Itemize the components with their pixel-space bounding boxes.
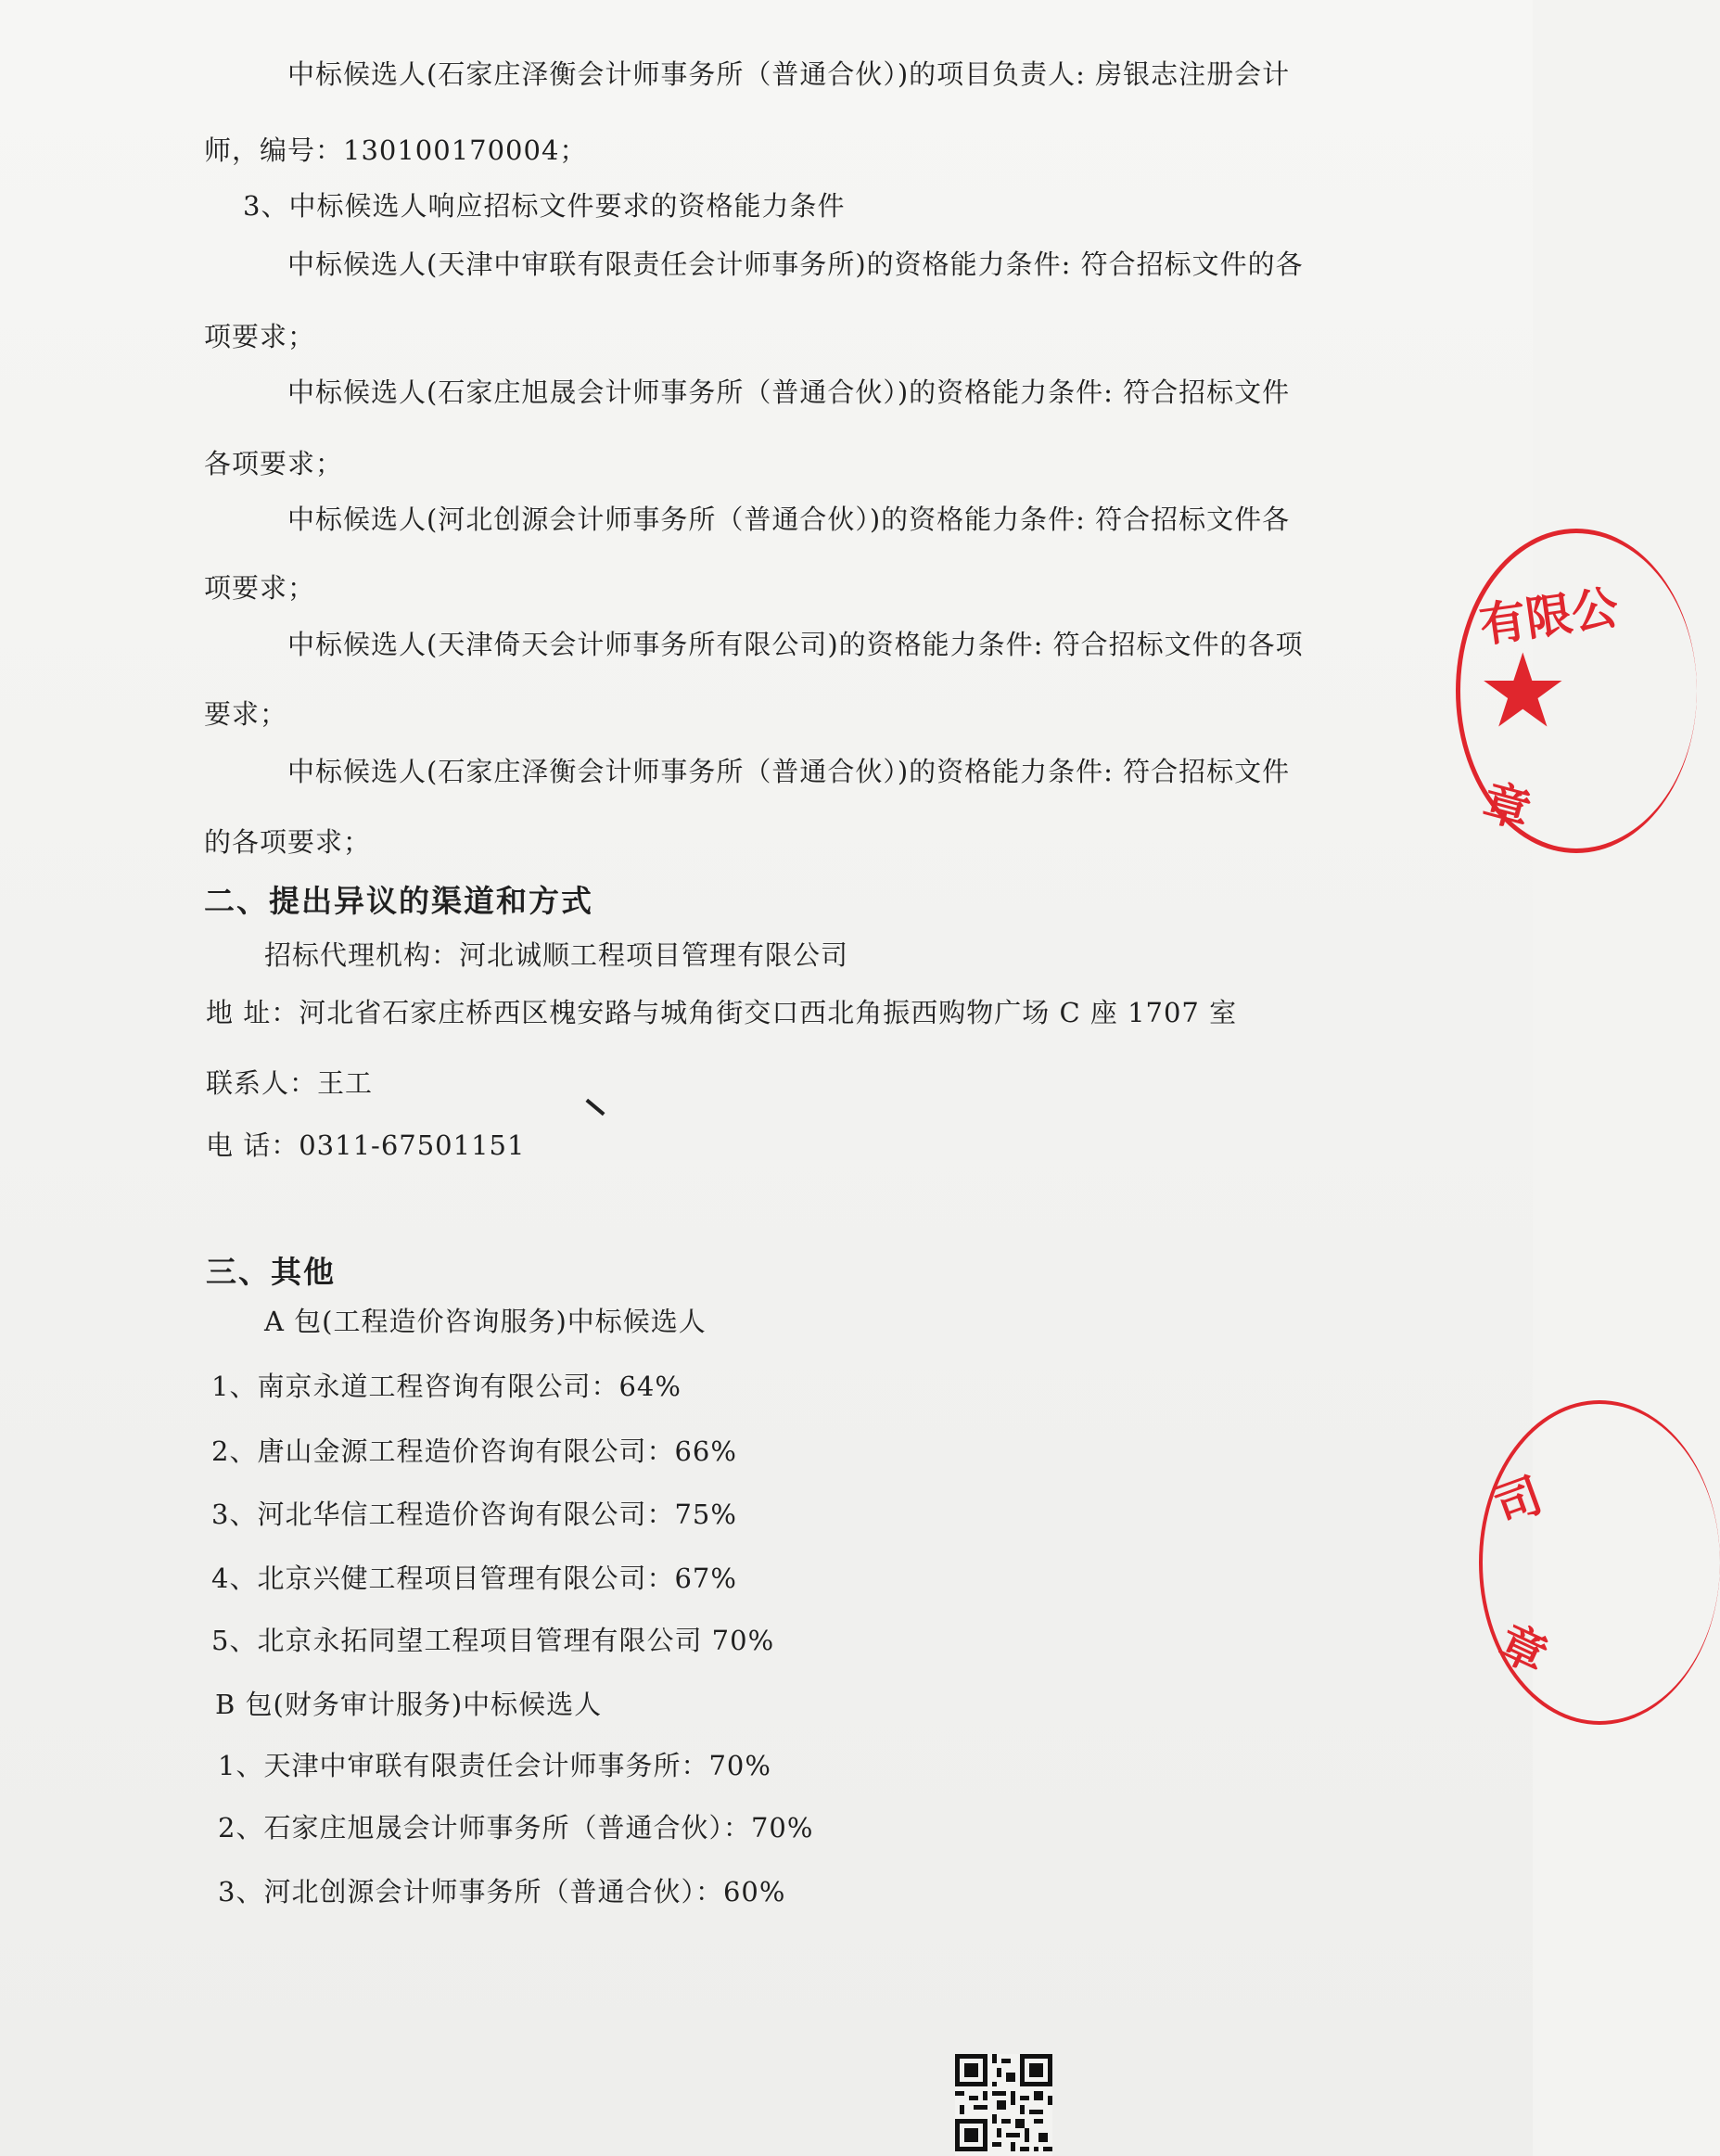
p1-line1: 中标候选人(石家庄泽衡会计师事务所（普通合伙）)的项目负责人: 房银志注册会计: [287, 58, 1291, 90]
qualification-2-line2: 各项要求；: [204, 448, 344, 479]
qualification-1-line2: 项要求；: [204, 321, 316, 352]
company-seal-top: [1456, 529, 1697, 853]
package-a-item: 5、北京永拓同望工程项目管理有限公司 70%: [211, 1625, 775, 1656]
phone-line: 电 话：0311-67501151: [206, 1129, 526, 1161]
stray-mark: [586, 1099, 605, 1116]
package-b-item: 2、石家庄旭晟会计师事务所（普通合伙）：70%: [218, 1812, 814, 1843]
section-3-heading: 三、其他: [206, 1254, 336, 1290]
seal-text: 司: [1486, 1467, 1549, 1535]
package-a-item: 1、南京永道工程咨询有限公司：64%: [211, 1371, 682, 1402]
seal-text: 章: [1490, 1614, 1556, 1684]
company-seal-bottom: [1479, 1400, 1720, 1725]
qualification-5-line2: 的各项要求；: [204, 826, 372, 858]
package-b-title: B 包(财务审计服务)中标候选人: [215, 1689, 603, 1720]
qualification-3-line1: 中标候选人(河北创源会计师事务所（普通合伙）)的资格能力条件: 符合招标文件各: [287, 504, 1291, 535]
qualification-2-line1: 中标候选人(石家庄旭晟会计师事务所（普通合伙）)的资格能力条件: 符合招标文件: [287, 376, 1291, 408]
contact-line: 联系人：王工: [206, 1067, 374, 1099]
package-a-title: A 包(工程造价咨询服务)中标候选人: [264, 1306, 707, 1337]
agency-line: 招标代理机构：河北诚顺工程项目管理有限公司: [264, 939, 849, 971]
item-3: 3、中标候选人响应招标文件要求的资格能力条件: [243, 190, 846, 222]
p1-line2: 师，编号：130100170004；: [204, 134, 588, 166]
seal-text: 章: [1477, 774, 1536, 839]
qualification-4-line1: 中标候选人(天津倚天会计师事务所有限公司)的资格能力条件: 符合招标文件的各项: [287, 629, 1304, 660]
package-a-item: 3、河北华信工程造价咨询有限公司：75%: [211, 1499, 737, 1530]
qualification-1-line1: 中标候选人(天津中审联有限责任会计师事务所)的资格能力条件: 符合招标文件的各: [287, 249, 1304, 280]
qualification-4-line2: 要求；: [204, 698, 288, 730]
qr-code-icon: [955, 2054, 1052, 2156]
qualification-5-line1: 中标候选人(石家庄泽衡会计师事务所（普通合伙）)的资格能力条件: 符合招标文件: [287, 756, 1291, 787]
package-a-item: 4、北京兴健工程项目管理有限公司：67%: [211, 1563, 737, 1594]
qualification-3-line2: 项要求；: [204, 572, 316, 604]
package-b-item: 3、河北创源会计师事务所（普通合伙）：60%: [218, 1876, 786, 1907]
section-2-heading: 二、提出异议的渠道和方式: [204, 883, 593, 919]
package-b-item: 1、天津中审联有限责任会计师事务所：70%: [218, 1750, 771, 1781]
seal-text: 有限公: [1476, 580, 1622, 654]
address-line: 地 址：河北省石家庄桥西区槐安路与城角街交口西北角振西购物广场 C 座 1707 室: [206, 997, 1238, 1028]
package-a-item: 2、唐山金源工程造价咨询有限公司：66%: [211, 1435, 737, 1467]
star-icon: ★: [1477, 631, 1569, 750]
